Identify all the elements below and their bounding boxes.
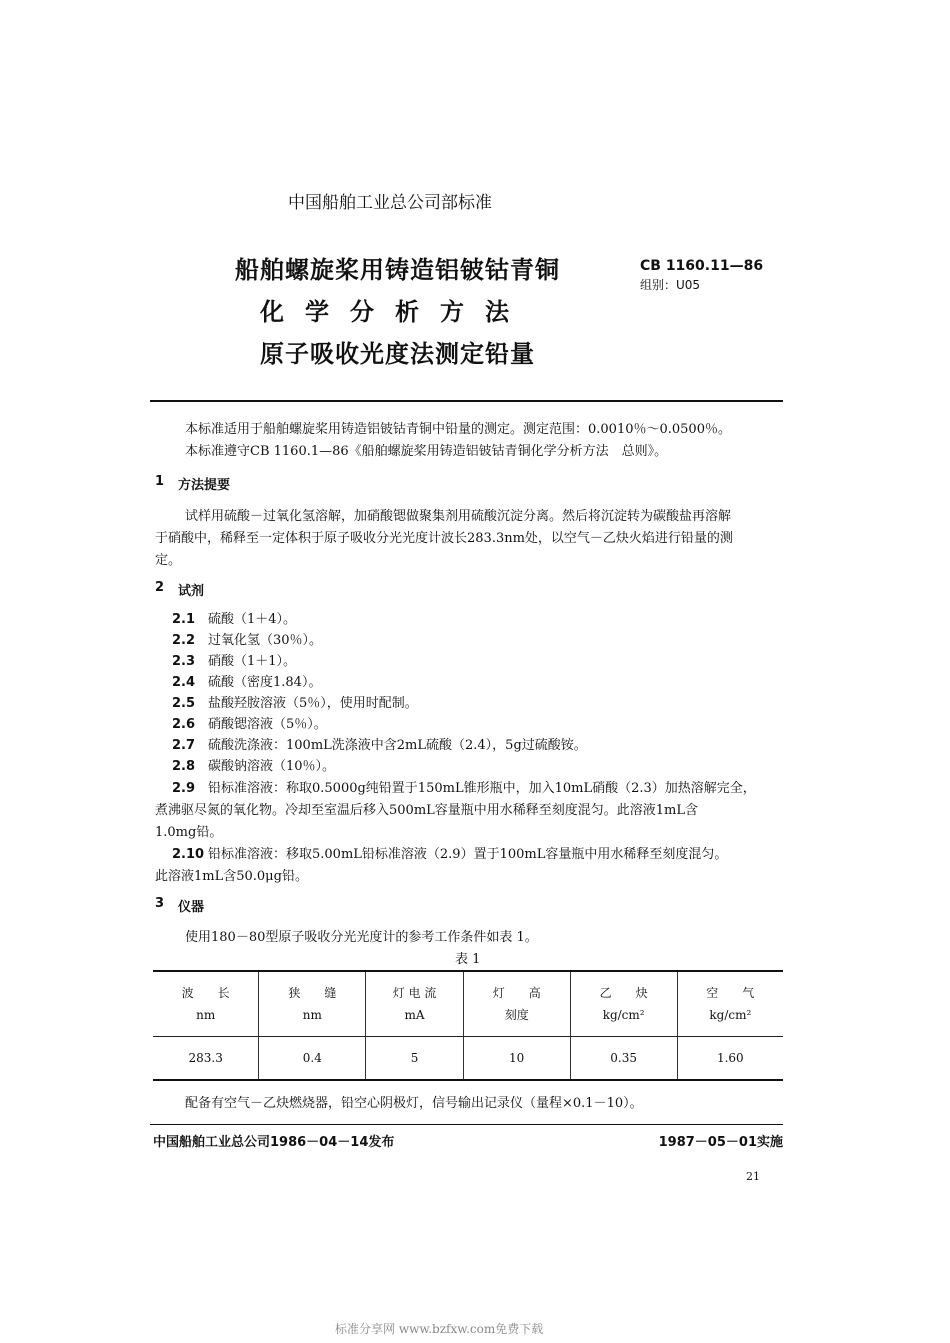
table-header-cell [366,972,463,1037]
document-title-line1: 船舶螺旋桨用铸造铝铍钴青铜 [235,256,560,284]
reagent-text: 盐酸羟胺溶液（5％），使用时配制。 [208,696,418,711]
reagent-text: 硫酸（1＋4）。 [208,612,297,627]
reagent-item [172,694,587,715]
table-header-row [153,972,783,1037]
conditions-table [153,972,783,1079]
reagent-number: 2.2 [172,633,196,648]
intro-scope: 本标准适用于船舶螺旋桨用铸造铝铍钴青铜中铅量的测定。测定范围：0.0010％～0.0500％。 [185,422,731,437]
reagent-item [172,652,587,673]
header-unit: kg/cm² [602,1008,645,1022]
reagent-2-10-line1 [172,843,727,862]
table-header-cell [570,972,677,1037]
instrument-description: 使用180－80型原子吸收分光光度计的参考工作条件如表 1。 [185,930,538,945]
section-1-title: 方法提要 [178,478,231,493]
table-cell: 10 [463,1037,570,1080]
reagent-text: 硫酸洗涤液：100mL洗涤液中含2mL硫酸（2.4），5g过硫酸铵。 [208,738,587,753]
table-row [153,1037,783,1080]
header-unit: nm [196,1008,216,1022]
reagent-number: 2.8 [172,759,196,774]
section-1-number: 1 [155,474,165,489]
reagent-number: 2.3 [172,654,196,669]
reagent-number: 2.4 [172,675,196,690]
reagent-number: 2.1 [172,612,196,627]
reagent-text: 硝酸锶溶液（5％）。 [208,717,327,732]
effective-date: 1987－05－01实施 [658,1135,783,1150]
table-caption: 表 1 [455,952,481,967]
reagent-item [172,610,587,631]
document-title-line3: 原子吸收光度法测定铅量 [260,340,535,368]
table-cell: 283.3 [188,1051,223,1065]
section-3-title: 仪器 [178,900,205,915]
table-header-cell [677,972,783,1037]
reagent-2-9-line2: 煮沸驱尽氮的氧化物。冷却至室温后移入500mL容量瓶中用水稀释至刻度混匀。此溶液1mL含 [155,803,699,818]
header-name: 乙 炔 [599,986,648,1000]
reagent-item [172,757,587,778]
reagent-item [172,673,587,694]
table-note: 配备有空气－乙炔燃烧器，铅空心阴极灯，信号输出记录仪（量程×0.1－10）。 [185,1096,643,1111]
header-unit: kg/cm² [709,1008,752,1022]
reagent-item [172,631,587,652]
table-bottom-rule [153,1079,783,1081]
issue-date: 中国船舶工业总公司1986－04－14发布 [153,1135,395,1150]
reagent-number: 2.5 [172,696,196,711]
method-summary-line1: 试样用硫酸－过氧化氢溶解，加硝酸锶做聚集剂用硫酸沉淀分离。然后将沉淀转为碳酸盐再溶解 [185,509,732,524]
standard-code: CB 1160.11—86 [640,258,764,274]
page-number: 21 [746,1170,760,1183]
reagent-2-10-line2: 此溶液1mL含50.0μg铅。 [155,869,308,884]
reagent-text: 硝酸（1＋1）。 [208,654,297,669]
section-3-number: 3 [155,896,165,911]
reagent-text: 硫酸（密度1.84）。 [208,675,322,690]
header-unit: 刻度 [504,1008,529,1022]
reagent-2-10-number: 2.10 [172,847,205,862]
issuing-organization: 中国船舶工业总公司部标准 [288,193,492,213]
table-header-cell [463,972,570,1037]
intro-reference: 本标准遵守CB 1160.1—86《船舶螺旋桨用铸造铝铍钴青铜化学分析方法 总则》。 [185,444,668,459]
section-2-title: 试剂 [178,584,205,599]
reagent-2-9-number: 2.9 [172,781,196,796]
reagent-number: 2.7 [172,738,196,753]
table-header-cell [153,972,259,1037]
header-name: 灯 高 [492,986,541,1000]
table-cell: 5 [366,1037,463,1080]
table-cell: 1.60 [677,1037,783,1080]
header-name: 狭 缝 [288,986,337,1000]
header-name: 空 气 [706,986,755,1000]
reagent-2-9-line3: 1.0mg铅。 [155,825,223,840]
section-2-number: 2 [155,580,165,595]
footer-divider [150,1124,783,1125]
method-summary-line2: 于硝酸中，稀释至一定体积于原子吸收分光光度计波长283.3nm处，以空气－乙炔火焰进行铅量的测 [155,531,733,546]
header-name: 灯 电 流 [392,986,437,1000]
document-title-line2: 化学分析方法 [260,298,530,326]
reagent-2-10-text1: 铅标准溶液：移取5.00mL铅标准溶液（2.9）置于100mL容量瓶中用水稀释至刻度混匀。 [208,847,728,862]
reagent-list [172,610,587,778]
table-cell: 0.4 [259,1037,366,1080]
header-unit: nm [302,1008,322,1022]
header-divider [150,400,783,402]
reagent-text: 过氧化氢（30％）。 [208,633,323,648]
table-header-cell [259,972,366,1037]
table-cell: 0.35 [570,1037,677,1080]
reagent-text: 碳酸钠溶液（10％）。 [208,759,336,774]
header-unit: mA [404,1008,425,1022]
reagent-number: 2.6 [172,717,196,732]
reagent-item [172,736,587,757]
reagent-item [172,715,587,736]
reagent-2-9-line1 [172,777,756,796]
watermark-text: 标准分享网 www.bzfxw.com免费下载 [335,1322,544,1336]
standard-group: 组别：U05 [640,278,701,292]
header-name: 波 长 [181,986,230,1000]
reagent-2-9-text1: 铅标准溶液：称取0.5000g纯铅置于150mL锥形瓶中，加入10mL硝酸（2.3）加热溶解完全， [208,781,756,796]
method-summary-line3: 定。 [155,553,182,568]
